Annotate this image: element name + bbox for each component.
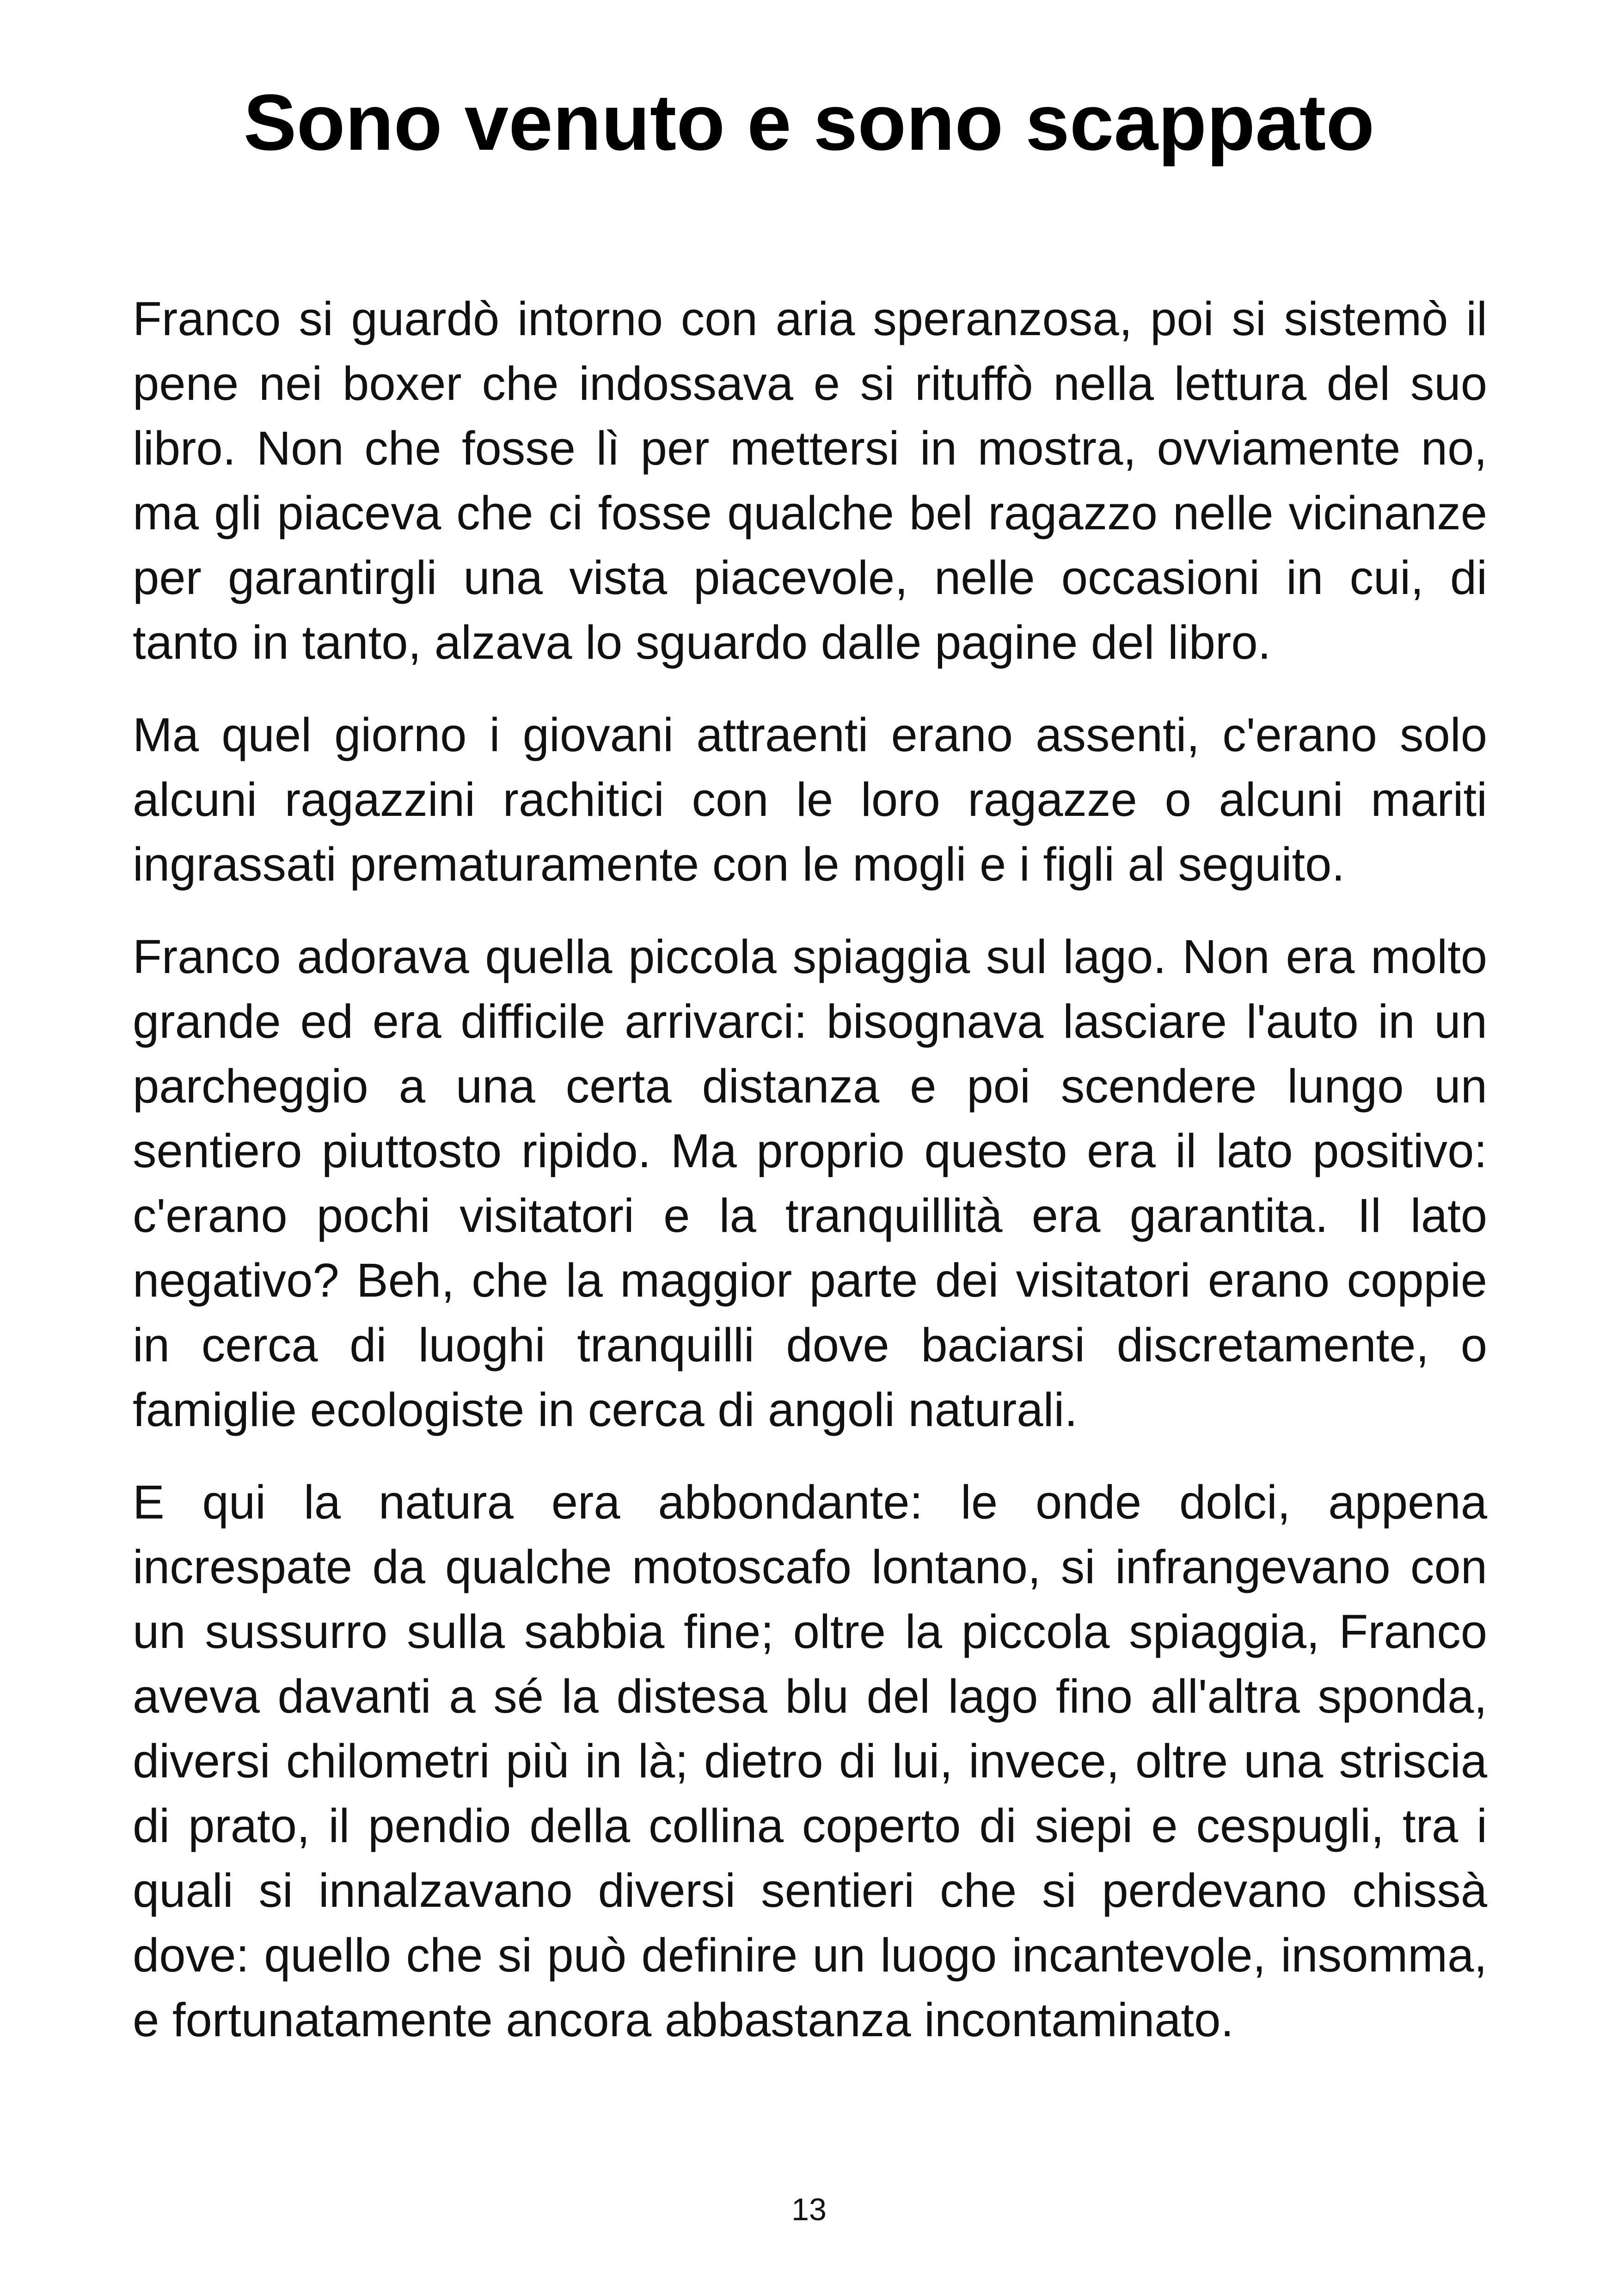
page-number: 13 bbox=[791, 2192, 827, 2227]
paragraph-3: Franco adorava quella piccola spiaggia sul lago. Non era molto grande ed era difficile arrivarci: bisognava lasciare l'auto in un parcheggio a una certa distanza e poi scendere lungo un sentiero piuttosto ripido. Ma proprio questo era il lato positivo: c'erano pochi visitatori e la tranquillità era garantita. Il lato negativo? Beh, che la maggior parte dei visitatori erano coppie in cerca di luoghi tranquilli dove baciarsi discretamente, o famiglie ecologiste in cerca di angoli naturali. bbox=[133, 930, 1487, 1436]
paragraph-4: E qui la natura era abbondante: le onde dolci, appena increspate da qualche motoscafo lontano, si infrangevano con un sussurro sulla sabbia fine; oltre la piccola spiaggia, Franco aveva davanti a sé la distesa blu del lago fino all'altra sponda, diversi chilometri più in là; dietro di lui, invece, oltre una striscia di prato, il pendio della collina coperto di siepi e cespugli, tra i quali si innalzavano diversi sentieri che si perdevano chissà dove: quello che si può definire un luogo incantevole, insomma, e fortunatamente ancora abbastanza incontaminato. bbox=[133, 1476, 1487, 2046]
paragraph-1: Franco si guardò intorno con aria speranzosa, poi si sistemò il pene nei boxer che indossava e si rituffò nella lettura del suo libro. Non che fosse lì per mettersi in mostra, ovviamente no, ma gli piaceva che ci fosse qualche bel ragazzo nelle vicinanze per garantirgli una vista piacevole, nelle occasioni in cui, di tanto in tanto, alzava lo sguardo dalle pagine del libro. bbox=[133, 292, 1487, 669]
body-text bbox=[133, 287, 1487, 2080]
chapter-title: Sono venuto e sono scappato bbox=[243, 78, 1375, 167]
paragraph-2: Ma quel giorno i giovani attraenti erano assenti, c'erano solo alcuni ragazzini rachitici con le loro ragazze o alcuni mariti ingrassati prematuramente con le mogli e i figli al seguito. bbox=[133, 708, 1487, 891]
